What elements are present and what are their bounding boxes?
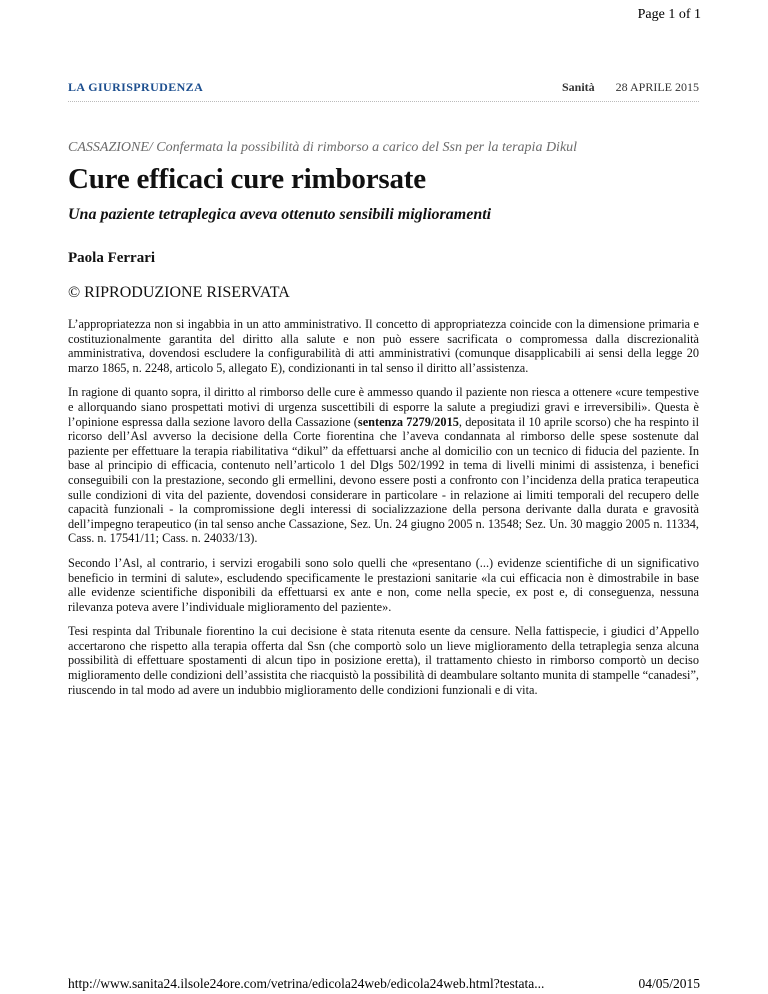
article-title: Cure efficaci cure rimborsate	[68, 163, 426, 195]
publication-date: 28 APRILE 2015	[615, 80, 699, 94]
paragraph-1: L’appropriatezza non si ingabbia in un atto amministrativo. Il concetto di appropriatezza coincide con la dimensione primaria e costituzionalmente garantita del diritto alla salute e non può essere sacrificata o compromessa dalla discrezionalità amministrativa, dovendosi escludere la configurabilità di atti amministrativi (comunque disapplicabili ai sensi della legge 20 marzo 1865, n. 2248, articolo 5, allegato E), condizionanti in tal senso il diritto all’assistenza.	[68, 317, 699, 375]
paragraph-2-end: , depositata il 10 aprile scorso) che ha respinto il ricorso dell’Asl avverso la decisione della Corte fiorentina che l’aveva condannata al rimborso delle spese sostenute dal paziente per effettuare la terapia riabilitativa “dikul” da effettuarsi anche al domicilio con un tecnico di fiducia del paziente. In base al principio di efficacia, contenuto nell’articolo 1 del Dlgs 502/1992 in tema di livelli minimi di assistenza, i benefici conseguibili con la prestazione, secondo gli ermellini, devono essere posti a confronto con l’incidenza della pratica terapeutica sulle condizioni di vita del paziente, dovendosi considerare in particolare - in relazione ai limiti temporali del recupero delle capacità funzionali - la compromissione degli interessi di socializzazione della persona derivante dalla durata e gravosità dell’impegno terapeutico (in tal senso anche Cassazione, Sez. Un. 24 giugno 2005 n. 13548; Sez. Un. 30 maggio 2005 n. 11334, Cass. n. 17541/11; Cass. n. 24033/13).	[68, 414, 699, 546]
paragraph-4: Tesi respinta dal Tribunale fiorentino la cui decisione è stata ritenuta esente da censure. Nella fattispecie, i giudici d’Appello accertarono che rispetto alla terapia offerta dal Ssn (che comportò solo un lieve miglioramento della tetraplegia senza alcuna possibilità di effettuare spostamenti di alcun tipo in posizione eretta), il trattamento chiesto in rimborso comportò un deciso miglioramento delle condizioni dell’assistita che riacquistò la possibilità di deambulare soltanto munita di stampelle “canadesi”, riuscendo in tal modo ad avere un indubbio miglioramento delle condizioni funzionali e di vita.	[68, 624, 699, 697]
ruling-reference: sentenza 7279/2015	[357, 414, 459, 429]
paragraph-2-start: In ragione di quanto sopra, il diritto al rimborso delle cure è ammesso quando il paziente non riesca a ottenere «cure tempestive e allorquando siano prospettati motivi di urgenza suscettibili di esporre la salute a pregiudizi gravi e irreversibili». Questa è l’opinione espressa dalla sezione lavoro della Cassazione (	[68, 385, 699, 429]
copyright-notice: © RIPRODUZIONE RISERVATA	[68, 284, 290, 301]
page-indicator: Page 1 of 1	[637, 7, 701, 22]
article-author: Paola Ferrari	[68, 250, 156, 266]
article-header	[68, 80, 699, 102]
header-meta	[562, 80, 699, 95]
footer-url[interactable]: http://www.sanita24.ilsole24ore.com/vetrina/edicola24web/edicola24web.html?testata...	[68, 976, 545, 991]
footer-date: 04/05/2015	[638, 976, 700, 991]
paragraph-2	[68, 385, 699, 546]
section-label[interactable]: Sanità	[561, 80, 595, 94]
article-body	[68, 317, 699, 707]
article-subtitle: Una paziente tetraplegica aveva ottenuto sensibili miglioramenti	[68, 206, 492, 223]
article-kicker: CASSAZIONE/ Confermata la possibilità di rimborso a carico del Ssn per la terapia Dikul	[68, 140, 578, 155]
brand-label[interactable]: LA GIURISPRUDENZA	[68, 80, 204, 94]
paragraph-3: Secondo l’Asl, al contrario, i servizi erogabili sono solo quelli che «presentano (...) evidenze scientifiche di un significativo beneficio in termini di salute», escludendo specificamente le prestazioni sanitarie «la cui efficacia non è dimostrabile in base alle evidenze scientifiche disponibili da effettuarsi ex ante e non, come nella specie, ex post e, di conseguenza, nessuna rilevanza poteva avere l’individuale miglioramento del paziente».	[68, 555, 699, 614]
